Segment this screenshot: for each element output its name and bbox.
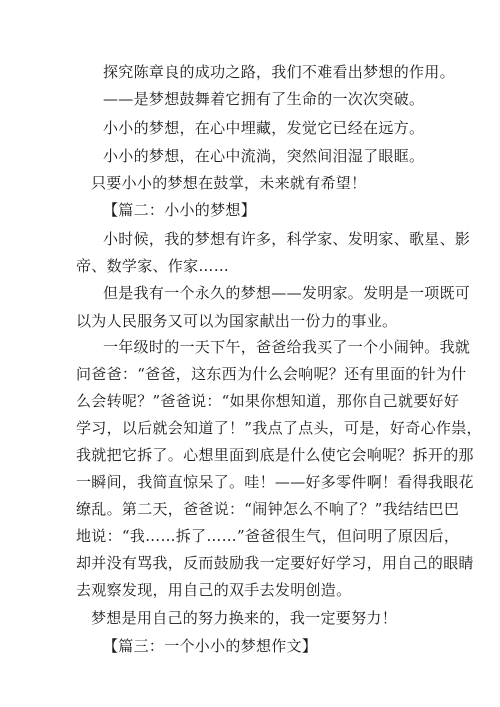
text-line: 地说：“我……拆了……”爸爸很生气，但问明了原因后，: [76, 527, 460, 545]
text-line: 梦想是用自己的努力换来的，我一定要努力！: [91, 609, 398, 627]
text-line: 缭乱。第二天，爸爸说：“闹钟怎么不响了？”我结结巴巴: [76, 500, 460, 518]
text-line: 一瞬间，我简直惊呆了。哇！——好多零件啊！看得我眼花: [76, 473, 474, 491]
text-line: 么会转呢？”爸爸说：“如果你想知道，那你自己就要好好: [76, 392, 460, 410]
text-line: 一年级时的一天下午，爸爸给我买了一个小闹钟。我就: [103, 338, 471, 356]
text-line: 学习，以后就会知道了！”我点了点头，可是，好奇心作祟，: [76, 419, 482, 437]
text-line: 但是我有一个永久的梦想——发明家。发明是一项既可: [103, 284, 471, 302]
text-line: 帝、数学家、作家……: [76, 257, 230, 275]
text-line: 小时候，我的梦想有许多，科学家、发明家、歌星、影: [103, 230, 471, 248]
text-line: 去观察发现，用自己的双手去发明创造。: [76, 581, 352, 599]
text-line: 小小的梦想，在心中流淌，突然间泪湿了眼眶。: [103, 147, 425, 165]
text-line: 以为人民服务又可以为国家献出一份力的事业。: [76, 312, 398, 330]
section-heading: 【篇二：小小的梦想】: [103, 201, 257, 219]
text-line: 只要小小的梦想在鼓掌，未来就有希望！: [91, 174, 367, 192]
text-line: 问爸爸：“爸爸，这东西为什么会响呢？还有里面的针为什: [76, 365, 467, 383]
text-line: 探究陈章良的成功之路，我们不难看出梦想的作用。: [103, 63, 455, 81]
text-line: 却并没有骂我，反而鼓励我一定要好好学习，用自己的眼睛: [76, 554, 474, 572]
text-line: 我就把它拆了。心想里面到底是什么使它会响呢？拆开的那: [76, 446, 474, 464]
section-heading: 【篇三：一个小小的梦想作文】: [103, 637, 318, 655]
text-line: ——是梦想鼓舞着它拥有了生命的一次次突破。: [103, 90, 425, 108]
text-line: 小小的梦想，在心中埋藏，发觉它已经在远方。: [103, 119, 425, 137]
